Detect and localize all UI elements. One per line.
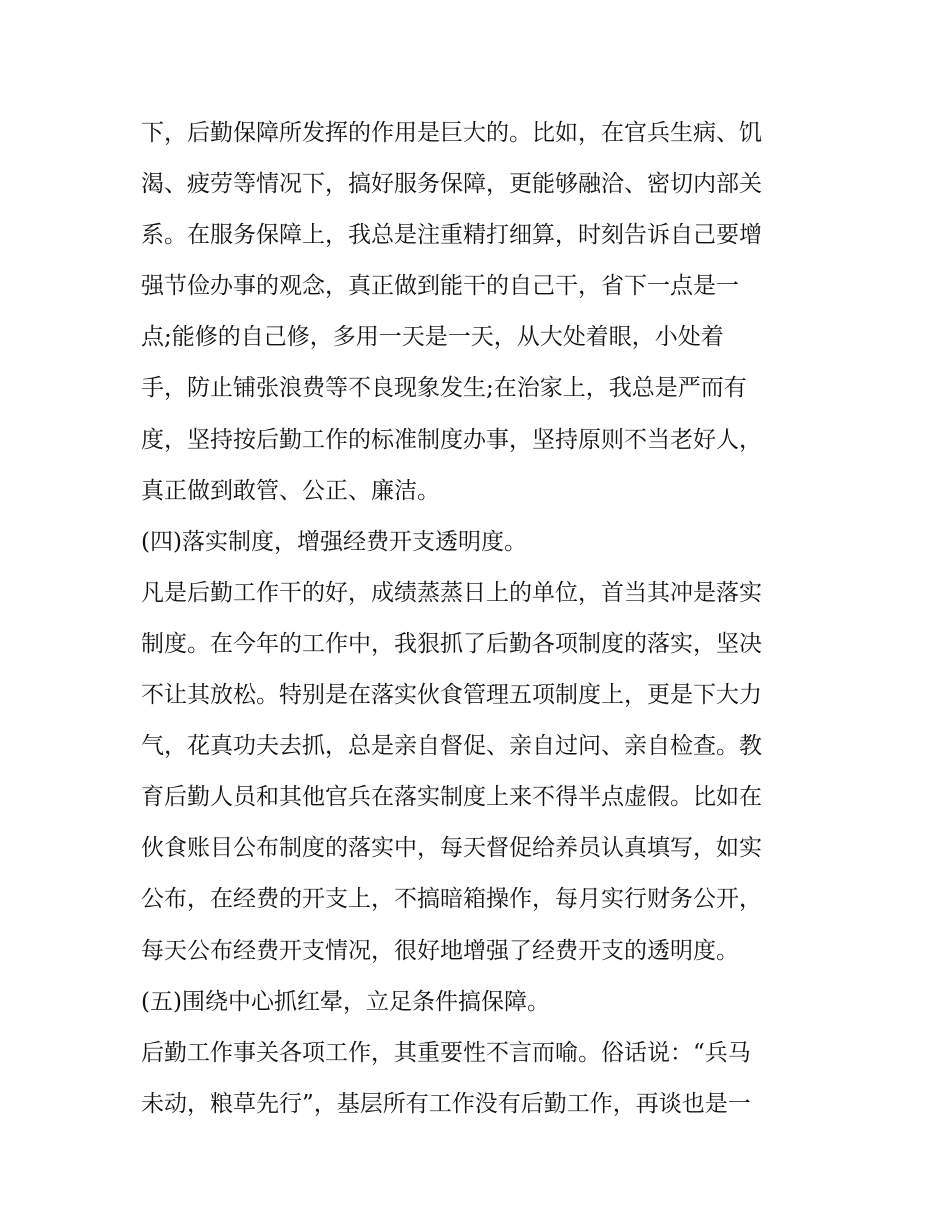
text-line: 度，坚持按后勤工作的标准制度办事，坚持原则不当老好人， [141, 426, 762, 453]
text-line: 强节俭办事的观念，真正做到能干的自己干，省下一点是一 [141, 273, 739, 300]
text-line: 不让其放松。特别是在落实伙食管理五项制度上，更是下大力 [141, 682, 762, 709]
text-line: 系。在服务保障上，我总是注重精打细算，时刻告诉自己要增 [141, 222, 762, 249]
text-line: 手，防止铺张浪费等不良现象发生;在治家上，我总是严而有 [141, 375, 747, 402]
section-heading: (四)落实制度，增强经费开支透明度。 [141, 528, 527, 555]
text-line: 凡是后勤工作干的好，成绩蒸蒸日上的单位，首当其冲是落实 [141, 579, 762, 606]
text-line: 点;能修的自己修，多用一天是一天，从大处着眼，小处着 [141, 324, 724, 351]
text-line: 每天公布经费开支情况，很好地增强了经费开支的透明度。 [141, 937, 739, 964]
text-line: 真正做到敢管、公正、廉洁。 [141, 477, 440, 504]
text-line: 后勤工作事关各项工作，其重要性不言而喻。俗话说：“兵马 [141, 1039, 751, 1066]
text-line: 渴、疲劳等情况下，搞好服务保障，更能够融洽、密切内部关 [141, 171, 762, 198]
section-heading: (五)围绕中心抓红晕，立足条件搞保障。 [141, 988, 550, 1015]
text-line: 下，后勤保障所发挥的作用是巨大的。比如，在官兵生病、饥 [141, 120, 762, 146]
text-line: 伙食账目公布制度的落实中，每天督促给养员认真填写，如实 [141, 835, 762, 862]
text-line: 育后勤人员和其他官兵在落实制度上来不得半点虚假。比如在 [141, 784, 762, 811]
text-line: 公布，在经费的开支上，不搞暗箱操作，每月实行财务公开， [141, 886, 762, 913]
body-text [141, 108, 821, 1130]
text-line: 气，花真功夫去抓，总是亲自督促、亲自过问、亲自检查。教 [141, 733, 762, 760]
text-line: 未动，粮草先行”，基层所有工作没有后勤工作，再谈也是一 [141, 1090, 751, 1117]
text-line: 制度。在今年的工作中，我狠抓了后勤各项制度的落实，坚决 [141, 630, 762, 657]
